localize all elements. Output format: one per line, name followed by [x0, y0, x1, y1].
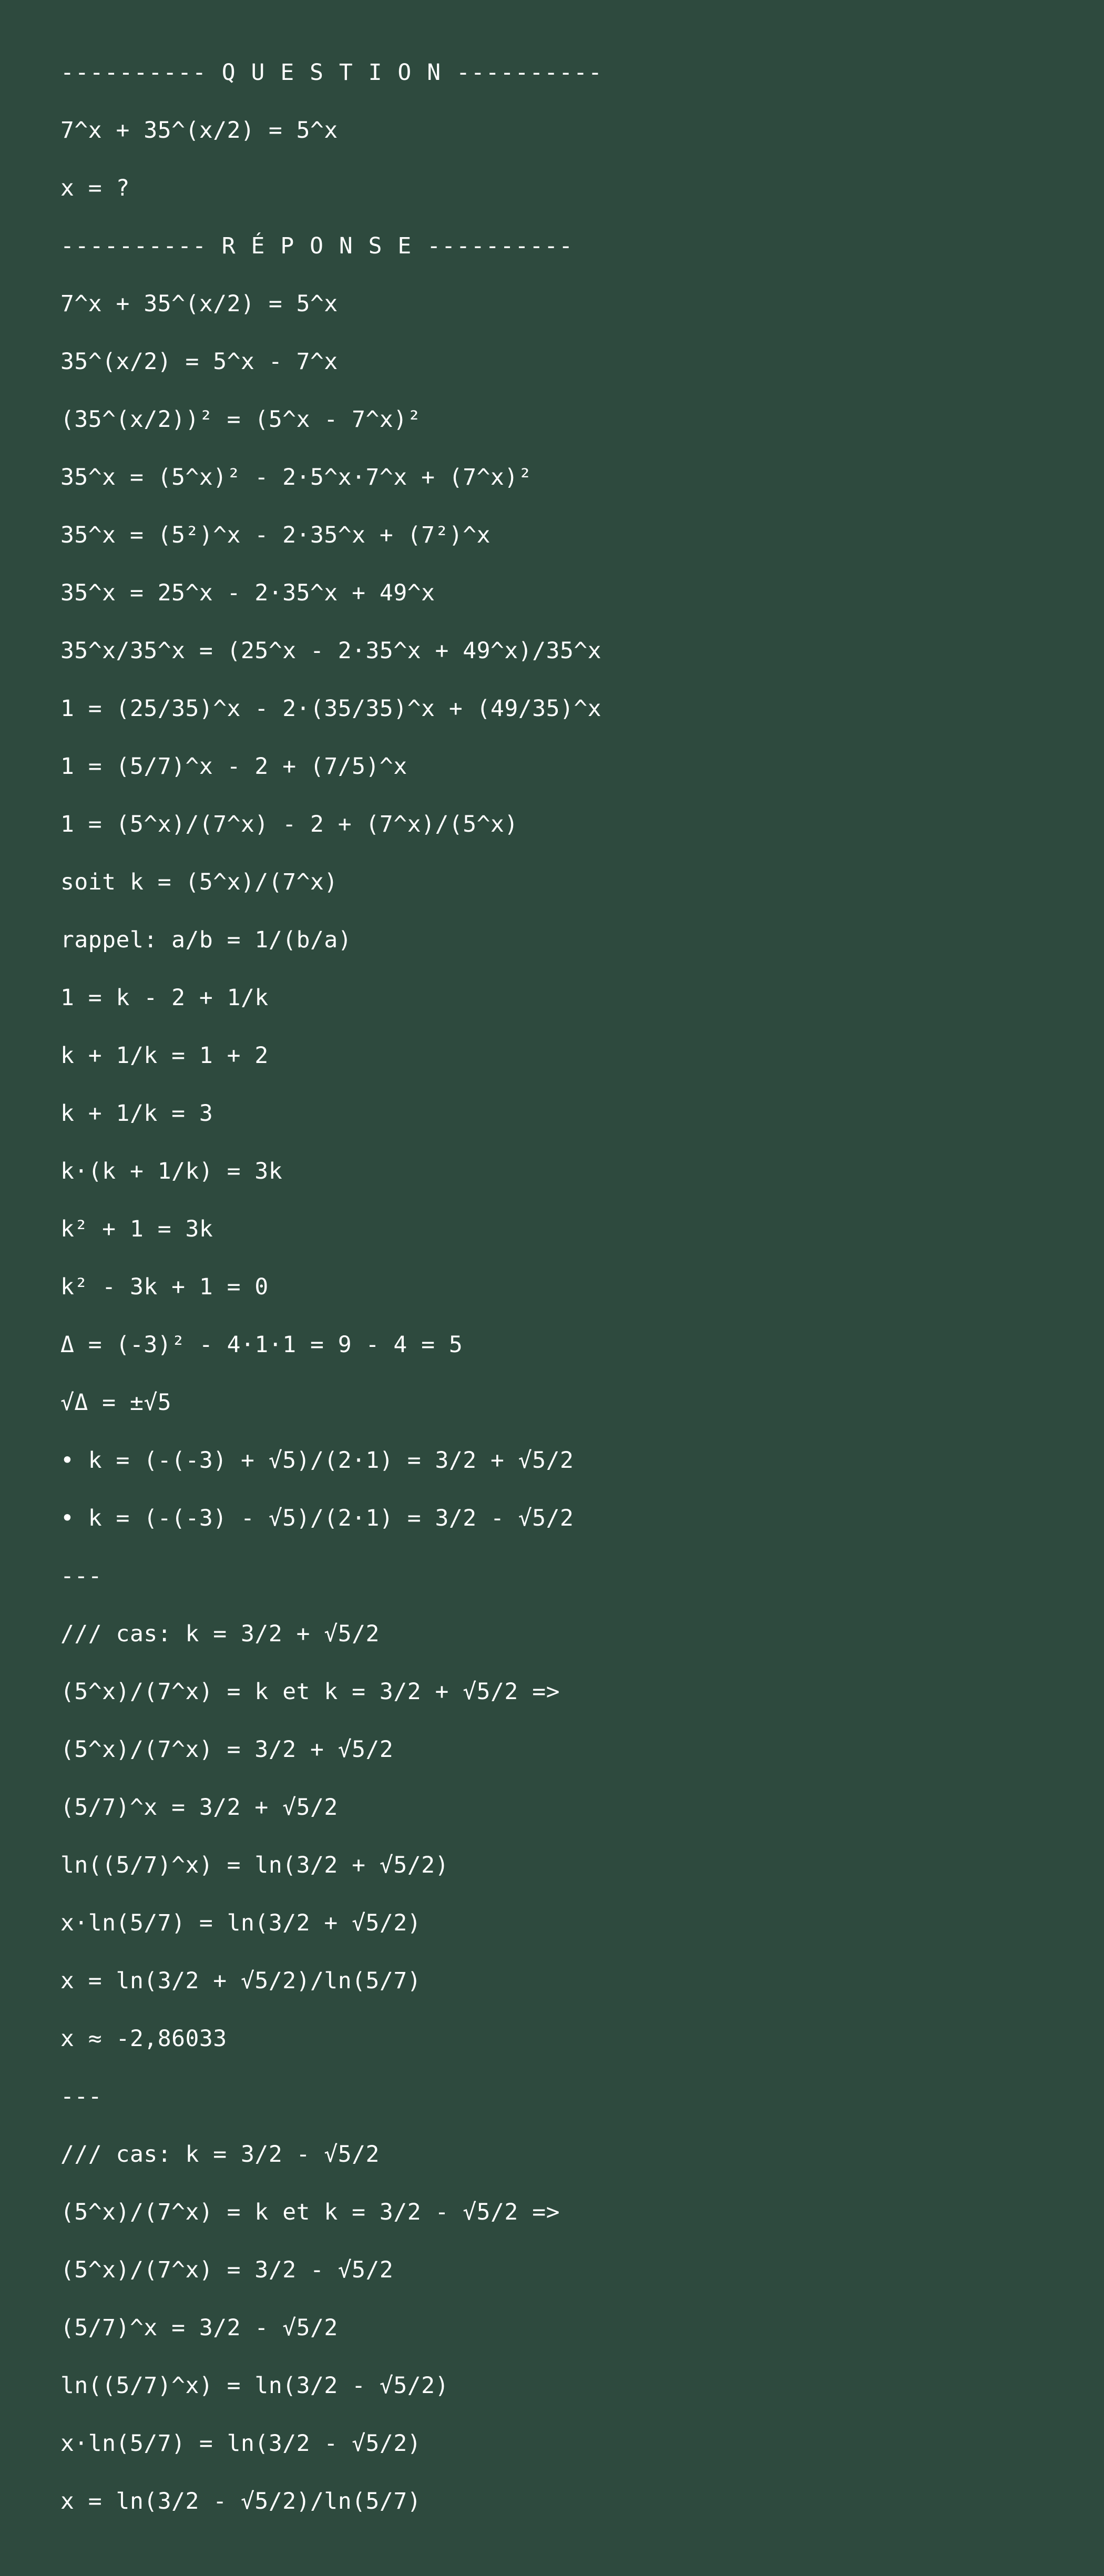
answer-line: 1 = (25/35)^x - 2·(35/35)^x + (49/35)^x — [60, 696, 602, 722]
answer-line: k + 1/k = 1 + 2 — [60, 1042, 269, 1069]
question-heading: ---------- Q U E S T I O N ---------- — [60, 59, 603, 86]
answer-line: x·ln(5/7) = ln(3/2 + √5/2) — [60, 1910, 422, 1936]
answer-line: ln((5/7)^x) = ln(3/2 - √5/2) — [60, 2373, 449, 2399]
answer-line: (5/7)^x = 3/2 + √5/2 — [60, 1794, 338, 1821]
answer-line: 35^x = (5²)^x - 2·35^x + (7²)^x — [60, 522, 491, 548]
answer-line: ln((5/7)^x) = ln(3/2 + √5/2) — [60, 1852, 449, 1878]
answer-line: 7^x + 35^(x/2) = 5^x — [60, 291, 338, 317]
question-prompt: x = ? — [60, 175, 130, 201]
answer-line: (35^(x/2))² = (5^x - 7^x)² — [60, 406, 422, 433]
case-heading: /// cas: k = 3/2 + √5/2 — [60, 1621, 380, 1647]
answer-line: (5/7)^x = 3/2 - √5/2 — [60, 2315, 338, 2341]
answer-line: (5^x)/(7^x) = 3/2 - √5/2 — [60, 2257, 394, 2283]
answer-line: • k = (-(-3) + √5)/(2·1) = 3/2 + √5/2 — [60, 1447, 574, 1474]
answer-heading: ---------- R É P O N S E ---------- — [60, 233, 574, 259]
answer-line: 35^x = 25^x - 2·35^x + 49^x — [60, 580, 435, 606]
answer-line: k² - 3k + 1 = 0 — [60, 1274, 269, 1300]
answer-line: x = ln(3/2 - √5/2)/ln(5/7) — [60, 2488, 422, 2514]
answer-line: (5^x)/(7^x) = k et k = 3/2 - √5/2 => — [60, 2199, 560, 2225]
answer-line: 1 = (5^x)/(7^x) - 2 + (7^x)/(5^x) — [60, 811, 518, 837]
answer-line: x = ln(3/2 + √5/2)/ln(5/7) — [60, 1968, 422, 1994]
result-line: x ≈ -2,86033 — [60, 2026, 227, 2052]
answer-line: 35^x/35^x = (25^x - 2·35^x + 49^x)/35^x — [60, 638, 602, 664]
section-divider: --- — [60, 2083, 103, 2110]
answer-line: (5^x)/(7^x) = k et k = 3/2 + √5/2 => — [60, 1679, 560, 1705]
answer-line: 35^x = (5^x)² - 2·5^x·7^x + (7^x)² — [60, 464, 533, 490]
answer-line: k² + 1 = 3k — [60, 1216, 213, 1242]
answer-line: x·ln(5/7) = ln(3/2 - √5/2) — [60, 2430, 422, 2457]
case-heading: /// cas: k = 3/2 - √5/2 — [60, 2141, 380, 2168]
answer-line: √Δ = ±√5 — [60, 1389, 172, 1416]
answer-line: 35^(x/2) = 5^x - 7^x — [60, 349, 338, 375]
answer-line: • k = (-(-3) - √5)/(2·1) = 3/2 - √5/2 — [60, 1505, 574, 1531]
answer-line: (5^x)/(7^x) = 3/2 + √5/2 — [60, 1736, 394, 1763]
answer-line: 1 = (5/7)^x - 2 + (7/5)^x — [60, 753, 407, 780]
question-equation: 7^x + 35^(x/2) = 5^x — [60, 117, 338, 144]
answer-line: Δ = (-3)² - 4·1·1 = 9 - 4 = 5 — [60, 1332, 463, 1358]
answer-line: 1 = k - 2 + 1/k — [60, 985, 269, 1011]
answer-line: k·(k + 1/k) = 3k — [60, 1158, 283, 1184]
chalkboard-content — [60, 57, 1059, 2544]
answer-line: rappel: a/b = 1/(b/a) — [60, 927, 352, 953]
answer-line: soit k = (5^x)/(7^x) — [60, 869, 338, 895]
answer-line: k + 1/k = 3 — [60, 1100, 213, 1127]
section-divider: --- — [60, 1563, 103, 1589]
